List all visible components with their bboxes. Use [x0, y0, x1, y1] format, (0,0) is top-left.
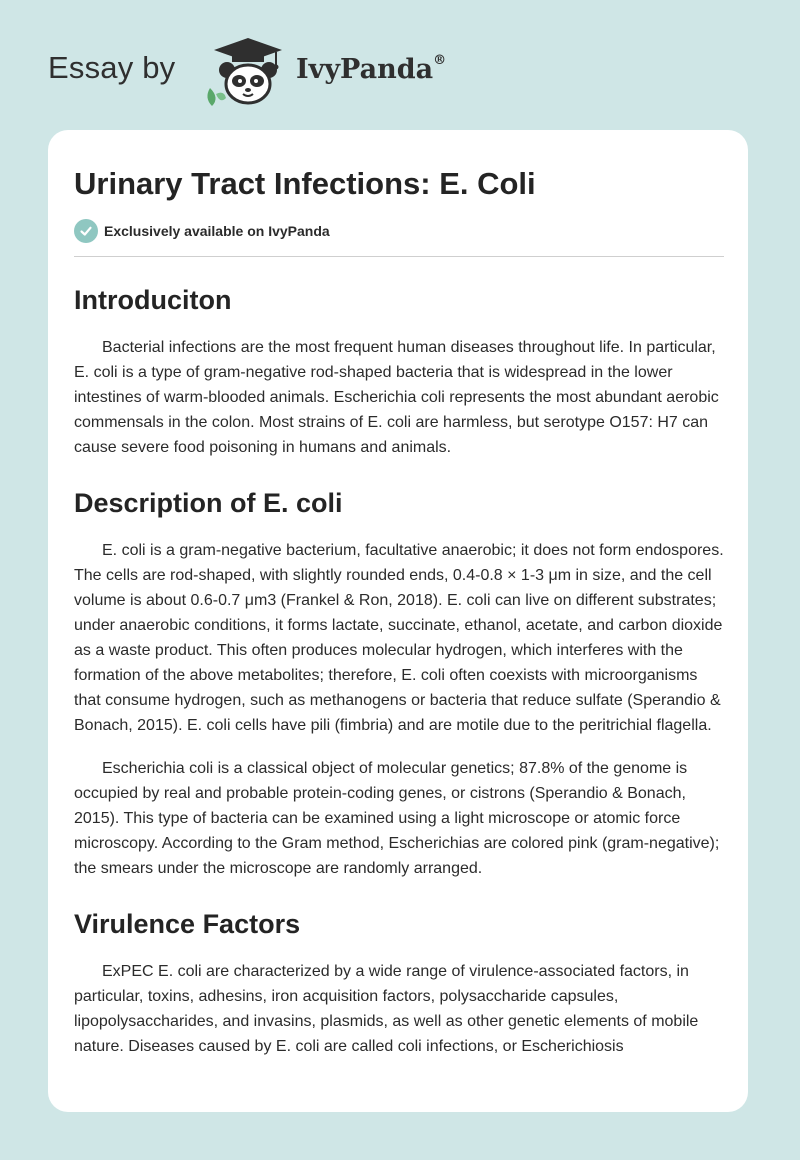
paragraph: ExPEC E. coli are characterized by a wide range of virulence-associated factors, in particular, toxins, adhesins, iron acquisition factors, polysaccharide capsules, lipopolysaccharides, and invasins, plasmids, as well as other genetic elements of mobile nature. Diseases caused by E. coli are called coli infections, or Escherichiosis: [74, 963, 699, 1055]
paragraph: Bacterial infections are the most frequent human diseases throughout life. In particular, E. coli is a type of gram-negative rod-shaped bacteria that is widespread in the lower intestines of warm-blooded animals. Escherichia coli represents the most abundant aerobic commensals in the colon. Most strains of E. coli are harmless, but serotype O157: H7 can cause severe food poisoning in humans and animals.: [74, 339, 719, 456]
check-circle-icon: [74, 219, 98, 243]
essay-by-label: Essay by: [48, 50, 176, 85]
article-title: Urinary Tract Infections: E. Coli: [74, 166, 536, 201]
site-header: [48, 36, 508, 108]
article-body: [74, 164, 724, 1059]
paragraph: E. coli is a gram-negative bacterium, facultative anaerobic; it does not form endospores. The cells are rod-shaped, with slightly rounded ends, 0.4-0.8 × 1-3 μm in size, and the cell volume is about 0.6-0.7 μm3 (Frankel & Ron, 2018). E. coli can live on different substrates; under anaerobic conditions, it forms lactate, succinate, ethanol, acetate, and carbon dioxide as a waste product. This often produces molecular hydrogen, which interferes with the formation of the above metabolites; therefore, E. coli often coexists with microorganisms that consume hydrogen, such as methanogens or bacteria that reduce sulfate (Sperandio & Bonach, 2015). E. coli cells have pili (fimbria) and are motile due to the peritrichial flagella.: [74, 542, 724, 734]
panda-graduate-icon[interactable]: [202, 36, 294, 108]
exclusive-badge: [74, 218, 724, 244]
trademark-symbol: ®: [433, 53, 447, 68]
section-heading-description: Description of E. coli: [74, 488, 343, 518]
brand-name[interactable]: [296, 54, 446, 85]
paragraph: Escherichia coli is a classical object of molecular genetics; 87.8% of the genome is occupied by real and probable protein-coding genes, or cistrons (Sperandio & Bonach, 2015). This type of bacteria can be examined using a light microscope or atomic force microscopy. According to the Gram method, Escherichias are colored pink (gram-negative); the smears under the microscope are randomly arranged.: [74, 760, 720, 877]
article-card: [48, 130, 748, 1112]
section-heading-virulence: Virulence Factors: [74, 909, 301, 939]
exclusive-badge-label: Exclusively available on IvyPanda: [104, 223, 330, 239]
section-heading-introduction: Introduciton: [74, 285, 232, 315]
title-divider: [74, 256, 724, 257]
brand-text: IvyPanda: [296, 54, 434, 85]
